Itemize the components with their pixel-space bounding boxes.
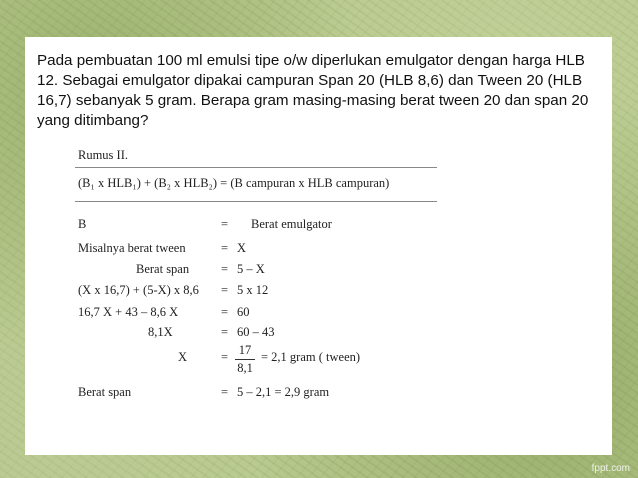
line6-equals: = [221,350,229,364]
b-equals: = [221,217,229,231]
formula-text: (B₁ x HLB₁) + (B₂ x HLB₂) = (B campuran x HLB campuran) [78,176,390,190]
fppt-logo: fppt.com [591,463,630,474]
b-label: B [78,217,87,231]
line4-value: 60 [237,305,250,319]
line1-equals: = [221,241,229,255]
fraction-numerator: 17 [238,343,252,357]
line3-value: 5 x 12 [237,283,269,297]
line1-value: X [237,241,247,255]
line5-equals: = [221,325,229,339]
b-value: Berat emulgator [251,217,332,231]
line7-equals: = [221,385,229,399]
line7-left: Berat span [78,385,132,399]
fraction-denominator: 8,1 [237,361,253,375]
line6-left: X [178,350,188,364]
line5-value: 60 – 43 [237,325,275,339]
fraction-bar [235,359,255,360]
line3-left: (X x 16,7) + (5-X) x 8,6 [78,283,199,297]
formula-box [75,167,437,202]
line2-value: 5 – X [237,262,265,276]
line2-equals: = [221,262,229,276]
line3-equals: = [221,283,229,297]
formula-title: Rumus II. [78,148,128,162]
line4-equals: = [221,305,229,319]
fraction [235,343,255,376]
line2-left: Berat span [136,262,190,276]
line4-left: 16,7 X + 43 – 8,6 X [78,305,179,319]
question-text: Pada pembuatan 100 ml emulsi tipe o/w diperlukan emulgator dengan harga HLB 12. Sebagai emulgator dipakai campuran Span 20 (HLB 8,6) dan Tween 20 (HLB 16,7) sebanyak 5 gram. Berapa gram masing-masing berat tween 20 dan span 20 yang ditimbang? [37,52,589,129]
content-card [25,37,612,455]
line1-left: Misalnya berat tween [78,241,186,255]
line6-value: = 2,1 gram ( tween) [261,350,361,364]
line5-left: 8,1X [148,325,173,339]
line7-value: 5 – 2,1 = 2,9 gram [237,385,330,399]
